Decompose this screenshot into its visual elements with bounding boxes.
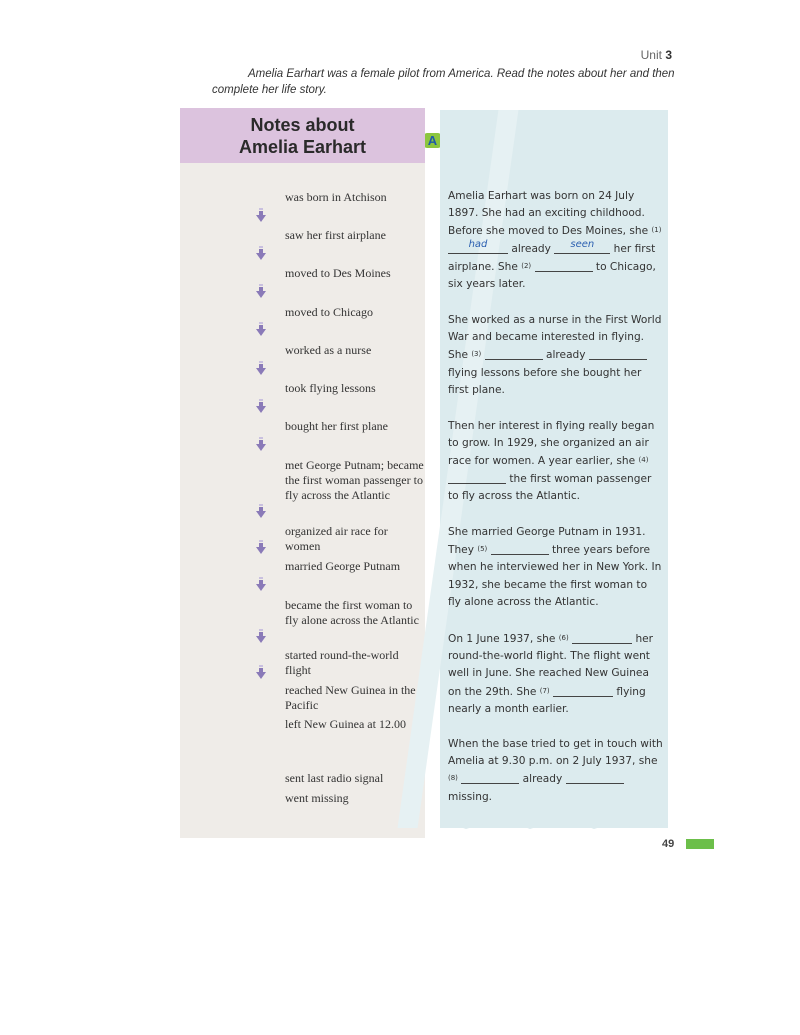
down-arrow-icon [256,665,266,679]
page-number-bar [686,839,714,849]
unit-number: 3 [665,48,672,62]
handwritten-answer: had [468,238,488,250]
blank-number: (8) [448,774,458,783]
answer-blank[interactable] [491,543,549,555]
timeline-event: married George Putnam [285,559,401,573]
down-arrow-icon [256,284,266,298]
down-arrow-icon [256,208,266,222]
down-arrow-icon [256,437,266,451]
blank-number: (7) [539,686,550,695]
story-text: flying lessons before she bought her first plane. [448,366,642,396]
notes-title-line1: Notes about [250,115,355,135]
page-number: 49 [662,838,675,850]
story-paragraph-3 [448,418,663,505]
story-paragraph-6 [448,736,663,806]
story-text: already [519,773,566,786]
story-text: On 1 June 1937, she [448,633,559,645]
timeline-event: became the first woman to fly alone across the Atlantic [285,598,419,627]
story-paragraph-2 [448,312,663,399]
story-paragraph-5 [448,630,663,718]
timeline-event: saw her first airplane [285,228,386,242]
answer-blank[interactable] [566,772,624,784]
blank-number: (5) [477,545,488,554]
answer-blank[interactable] [448,238,508,254]
story-text: flying nearly a month earlier. [448,685,646,715]
answer-blank[interactable] [554,238,610,254]
timeline-event: left New Guinea at 12.00 [285,717,406,731]
timeline-event: reached New Guinea in the Pacific [285,683,416,712]
timeline-event: moved to Des Moines [285,266,391,280]
story-text: She worked as a nurse in the First World War and became interested in flying. She [448,314,662,362]
timeline-event: worked as a nurse [285,343,372,357]
handwritten-answer: seen [570,238,595,250]
story-text: missing. [448,790,493,803]
down-arrow-icon [256,361,266,375]
story-paragraph-1 [448,188,663,293]
down-arrow-icon [256,577,266,591]
timeline-event: met George Putnam; became the first woman passenger to fly across the Atlantic [285,458,424,502]
down-arrow-icon [256,629,266,643]
notes-title-line2: Amelia Earhart [238,137,367,157]
blank-number: (4) [638,456,649,465]
answer-blank[interactable] [461,772,519,784]
down-arrow-icon [256,322,266,336]
answer-blank[interactable] [589,348,647,360]
answer-blank[interactable] [448,472,506,484]
down-arrow-icon [256,246,266,260]
story-text: to Chicago, six years later. [448,260,656,291]
unit-word: Unit [640,48,662,62]
torn-paper-edge [440,815,668,835]
story-text: Amelia Earhart was born on 24 July 1897. She had an exciting childhood. Before she moved to Des Moines, she [448,190,652,238]
exercise-instruction [212,66,682,148]
story-text: Then her interest in flying really began to grow. In 1929, she organized an air race for women. A year earlier, she [448,420,655,468]
story-paragraph-4 [448,524,663,611]
blank-number: (2) [521,261,532,270]
answer-blank[interactable] [535,260,593,272]
notes-title [180,114,425,158]
notes-header [180,108,425,163]
story-text: her round-the-world flight. The flight went well in June. She reached New Guinea on the 29th. She [448,633,654,698]
down-arrow-icon [256,540,266,554]
story-text: She married George Putnam in 1931. They [448,526,646,557]
timeline-event: sent last radio signal [285,771,384,785]
story-text: her first airplane. She [448,242,656,273]
timeline-event: organized air race for women [285,524,388,553]
down-arrow-icon [256,504,266,518]
answer-blank[interactable] [572,632,632,644]
answer-blank[interactable] [485,348,543,360]
timeline-event: went missing [285,791,349,805]
answer-blank[interactable] [553,685,613,697]
timeline-event: started round-the-world flight [285,648,399,677]
exercise-letter-badge: A [424,133,441,148]
timeline-event: took flying lessons [285,381,376,395]
story-text: already [542,349,589,362]
story-text: When the base tried to get in touch with Amelia at 9.30 p.m. on 2 July 1937, she [448,738,663,768]
blank-number: (3) [471,350,482,359]
timeline-event: was born in Atchison [285,190,387,204]
story-text: already [508,242,555,255]
story-text: three years before when he interviewed her in New York. In 1932, she became the first woman to fly alone across the Atlantic. [448,544,662,608]
instruction-text: Amelia Earhart was a female pilot from America. Read the notes about her and then complete her life story. [212,68,675,96]
timeline-event: bought her first plane [285,419,388,433]
blank-number: (1) [651,226,662,235]
unit-label [641,48,672,62]
story-text: the first woman passenger to fly across the Atlantic. [448,472,652,502]
down-arrow-icon [256,399,266,413]
blank-number: (6) [558,634,569,642]
timeline-event: moved to Chicago [285,305,373,319]
